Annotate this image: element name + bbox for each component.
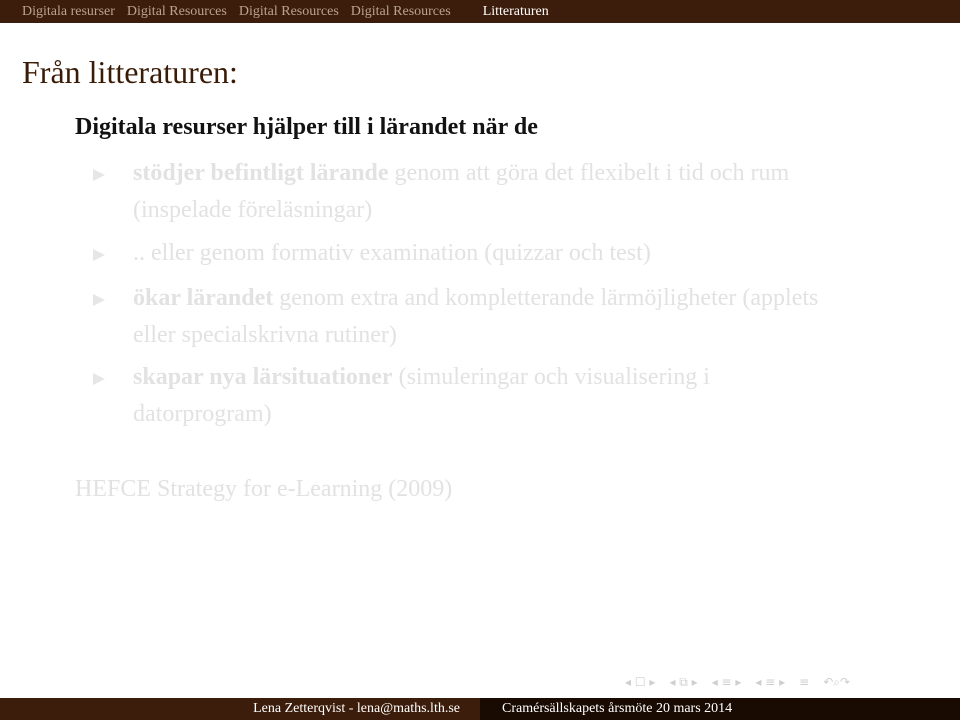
footer-author-box <box>0 698 480 720</box>
nav-item-digital-resources-1[interactable]: Digital Resources <box>126 3 227 19</box>
subsection-list-nav-icon[interactable]: ◂ ≡ ▸ <box>755 675 786 689</box>
beamer-navigation-symbols <box>625 672 850 692</box>
bullet-text: genom extra and kompletterande lärmöjligheter (applets eller specialskrivna rutiner) <box>133 285 819 348</box>
nav-item-digital-resources-2[interactable]: Digital Resources <box>238 3 339 19</box>
block-heading: Digitala resurser hjälper till i lärandet när de <box>75 114 538 140</box>
section-nav-icon[interactable]: ◂ ≡ ▸ <box>711 675 742 689</box>
bullet-item <box>101 155 821 229</box>
footer <box>0 698 960 720</box>
bullet-text: .. eller genom formativ examination (quizzar och test) <box>133 240 651 266</box>
bullet-bold-text: stödjer befintligt lärande <box>133 160 389 186</box>
bullet-bold-text: ökar lärandet <box>133 285 274 311</box>
bullet-triangle-icon <box>93 294 105 306</box>
frame-nav-icon[interactable]: ◂ ☐ ▸ <box>625 675 656 689</box>
nav-item-digital-resources-3[interactable]: Digital Resources <box>350 3 451 19</box>
section-navigation-bar <box>0 0 960 23</box>
nav-item-litteraturen[interactable]: Litteraturen <box>482 3 549 19</box>
frame-title: Från litteraturen: <box>22 54 238 90</box>
search-undo-icon[interactable]: ↶⌕↷ <box>823 674 851 689</box>
citation: HEFCE Strategy for e-Learning (2009) <box>75 476 453 502</box>
bullet-text: genom att göra det flexibelt i tid och rum (inspelade föreläsningar) <box>133 160 790 223</box>
bullet-item <box>101 235 821 272</box>
footer-event-box <box>480 698 960 720</box>
bullet-triangle-icon <box>93 373 105 385</box>
bullet-item <box>101 359 821 433</box>
subsection-nav-icon[interactable]: ◂ ⧉ ▸ <box>669 674 698 689</box>
footer-author: Lena Zetterqvist - lena@maths.lth.se <box>253 701 460 716</box>
bullet-triangle-icon <box>93 249 105 261</box>
document-nav-icon[interactable]: ≡ <box>799 675 810 689</box>
bullet-triangle-icon <box>93 169 105 181</box>
nav-item-digitala-resurser[interactable]: Digitala resurser <box>22 3 115 19</box>
footer-event: Cramérsällskapets årsmöte 20 mars 2014 <box>502 701 733 716</box>
bullet-bold-text: skapar nya lärsituationer <box>133 364 393 390</box>
bullet-item <box>101 280 821 354</box>
bullet-text: (simuleringar och visualisering i datorprogram) <box>133 364 710 427</box>
